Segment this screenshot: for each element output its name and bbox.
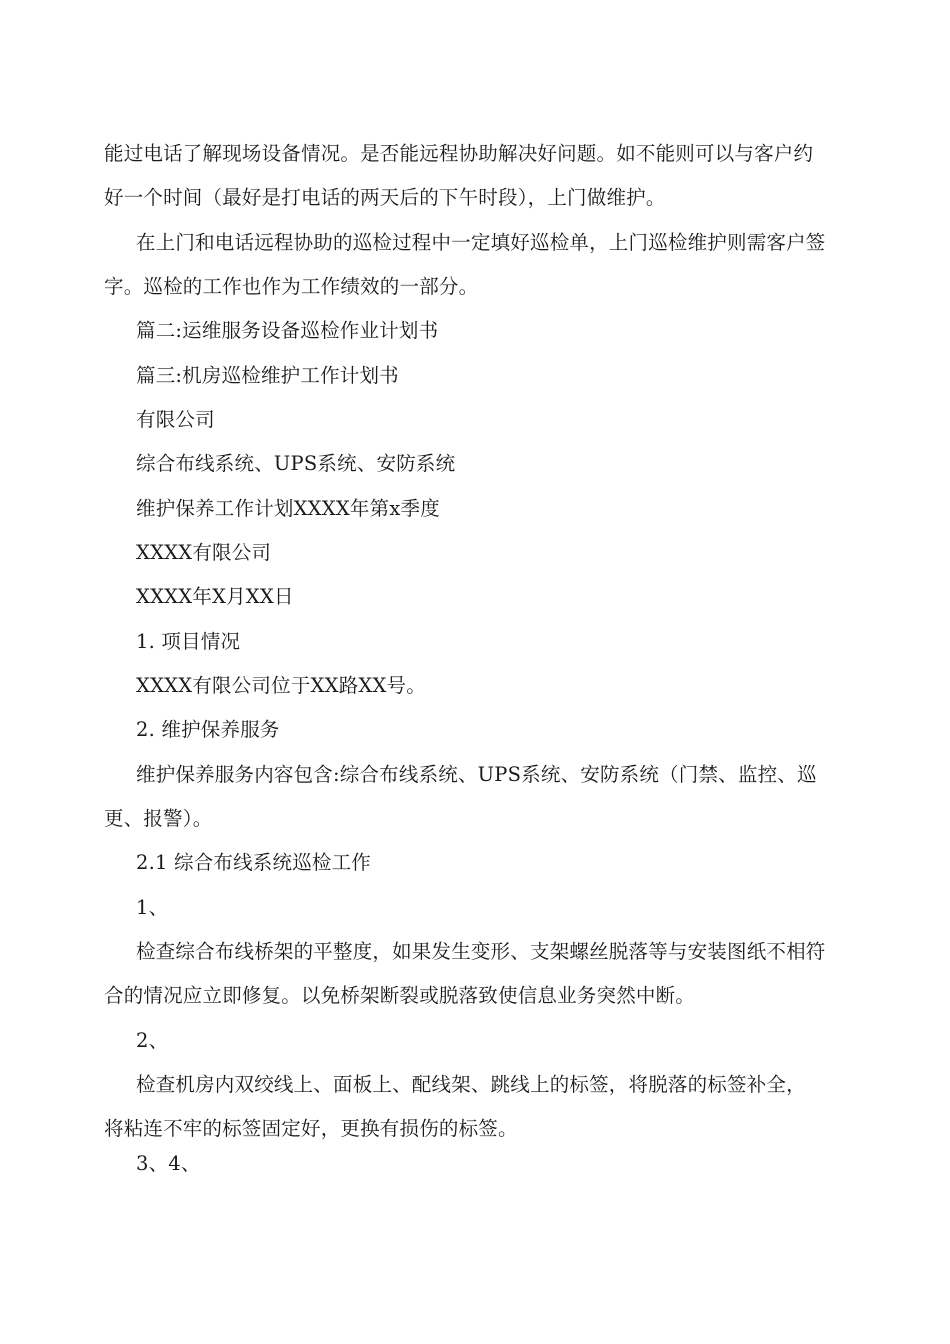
text-line: 检查机房内双绞线上、面板上、配线架、跳线上的标签，将脱落的标签补全，: [136, 1073, 806, 1096]
list-marker: 3、4、: [136, 1152, 201, 1175]
section-heading: 篇三:机房巡检维护工作计划书: [136, 364, 399, 387]
text-line: 有限公司: [136, 408, 215, 431]
text-line: 维护保养工作计划XXXX年第x季度: [136, 497, 440, 520]
list-marker: 2、: [136, 1029, 169, 1052]
text-line: 将粘连不牢的标签固定好，更换有损伤的标签。: [104, 1117, 518, 1140]
text-line: 更、报警）。: [104, 807, 213, 830]
numbered-heading: 2.1 综合布线系统巡检工作: [136, 851, 372, 874]
text-line: 好一个时间（最好是打电话的两天后的下午时段），上门做维护。: [104, 186, 666, 209]
text-line: 在上门和电话远程协助的巡检过程中一定填好巡检单，上门巡检维护则需客户签: [136, 231, 826, 254]
text-line: 综合布线系统、UPS系统、安防系统: [136, 452, 456, 475]
text-line: 能过电话了解现场设备情况。是否能远程协助解决好问题。如不能则可以与客户约: [104, 142, 814, 165]
numbered-heading: 1. 项目情况: [136, 630, 241, 653]
text-line: 字。巡检的工作也作为工作绩效的一部分。: [104, 275, 479, 298]
text-line: 检查综合布线桥架的平整度，如果发生变形、支架螺丝脱落等与安装图纸不相符: [136, 940, 826, 963]
numbered-heading: 2. 维护保养服务: [136, 718, 280, 741]
text-line: XXXX有限公司: [136, 541, 272, 564]
section-heading: 篇二:运维服务设备巡检作业计划书: [136, 319, 439, 342]
text-line: 合的情况应立即修复。以免桥架断裂或脱落致使信息业务突然中断。: [104, 984, 696, 1007]
text-line: XXXX年X月XX日: [136, 585, 294, 608]
text-line: XXXX有限公司位于XX路XX号。: [136, 674, 426, 697]
text-line: 维护保养服务内容包含:综合布线系统、UPS系统、安防系统（门禁、监控、巡: [136, 763, 817, 786]
list-marker: 1、: [136, 896, 169, 919]
